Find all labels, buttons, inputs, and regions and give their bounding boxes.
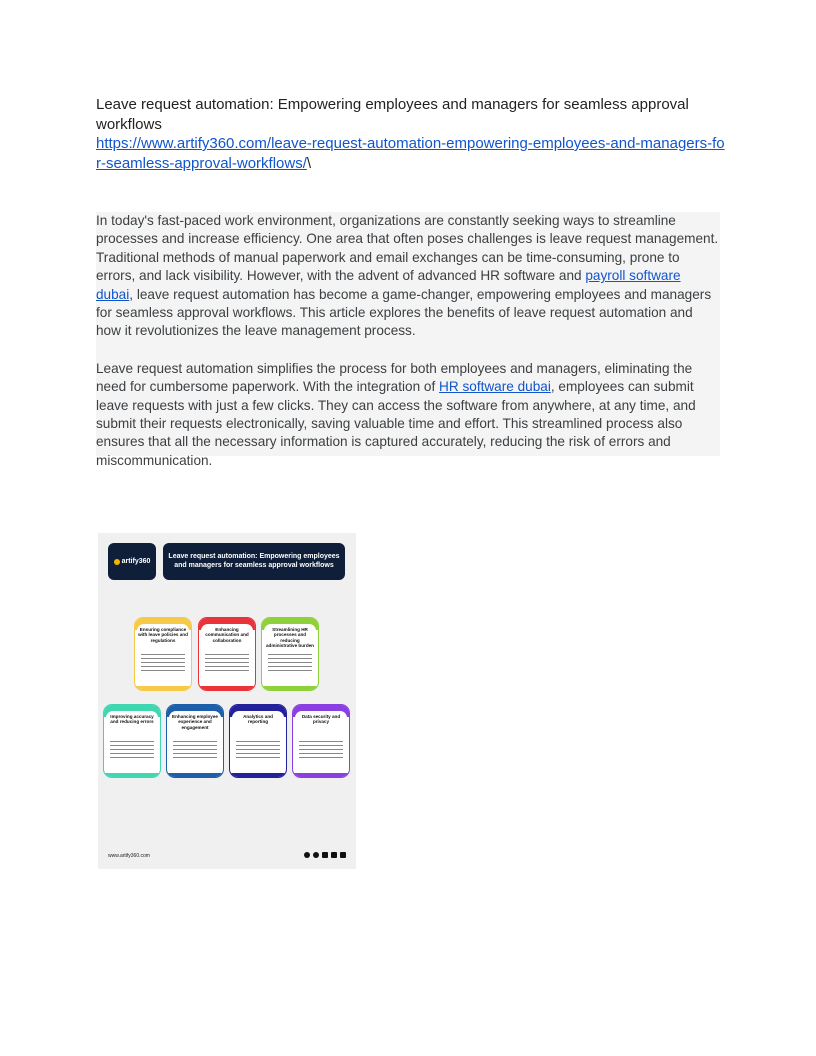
card-title: Improving accuracy and reducing errors [110, 714, 154, 725]
infographic-card [261, 617, 319, 691]
card-text-line [205, 666, 249, 667]
card-bottom-band [262, 686, 318, 690]
card-bottom-band [104, 773, 160, 777]
card-text-line [205, 658, 249, 659]
linkedin-icon [331, 852, 337, 858]
card-text-line [173, 749, 217, 750]
card-text-line [110, 757, 154, 758]
card-title: Enhancing employee experience and engagement [172, 714, 218, 730]
article-body [96, 212, 720, 468]
card-text-line [299, 745, 343, 746]
card-text-line [205, 670, 249, 671]
card-text-line [205, 654, 249, 655]
card-text-line [268, 670, 312, 671]
url-suffix: \ [306, 154, 312, 172]
social-icons [304, 852, 346, 858]
card-text-line [141, 658, 185, 659]
infographic-card [103, 704, 161, 778]
card-text-line [236, 749, 280, 750]
youtube-icon [340, 852, 346, 858]
card-text-line [299, 741, 343, 742]
article-paragraph-2 [96, 360, 720, 470]
card-text-line [236, 757, 280, 758]
card-text-line [141, 662, 185, 663]
card-text-line [173, 757, 217, 758]
card-text-line [173, 745, 217, 746]
card-text-line [299, 753, 343, 754]
instagram-icon [313, 852, 319, 858]
card-title: Enhancing communication and collaboration [205, 627, 249, 643]
card-text-line [236, 745, 280, 746]
infographic-card [229, 704, 287, 778]
card-text-line [268, 658, 312, 659]
card-bottom-band [293, 773, 349, 777]
infographic-title: Leave request automation: Empowering employees and managers for seamless approval workflows [163, 543, 345, 580]
card-text-line [141, 666, 185, 667]
card-text-line [299, 749, 343, 750]
payroll-software-link[interactable]: payroll software dubai [96, 268, 681, 302]
card-text-line [236, 753, 280, 754]
card-text-line [110, 749, 154, 750]
card-text-line [268, 666, 312, 667]
infographic-card [198, 617, 256, 691]
p2-text-a: Leave request automation simplifies the process for both employees and managers, eliminating the need for cumbersome paperwork. With the integration of [96, 360, 693, 395]
document-title: Leave request automation: Empowering employees and managers for seamless approval workflows [96, 96, 689, 133]
artify360-logo [108, 543, 156, 580]
card-text-line [299, 757, 343, 758]
twitter-icon [322, 852, 328, 858]
p1-text-b: , leave request automation has become a game-changer, empowering employees and managers for seamless approval workflows. This article explores the benefits of leave request automation and how it revolutionizes the leave management process. [96, 286, 712, 339]
card-title: Data security and privacy [301, 714, 341, 725]
article-url-link[interactable]: https://www.artify360.com/leave-request-automation-empowering-employees-and-managers-for-seamless-approval-workflows/ [96, 135, 725, 172]
infographic-card [166, 704, 224, 778]
card-text-line [141, 654, 185, 655]
card-bottom-band [199, 686, 255, 690]
card-title: Ensuring compliance with leave policies and regulations [138, 627, 188, 643]
article-paragraph-1 [96, 212, 720, 341]
infographic-image [98, 533, 356, 869]
card-text-line [141, 670, 185, 671]
card-text-line [236, 741, 280, 742]
p2-text-b: , employees can submit leave requests with just a few clicks. They can access the software from anywhere, at any time, and submit their requests electronically, saving valuable time and effort. This streamlined process also ensures that all the necessary information is captured accurately, reducing the risk of errors and miscommunication. [96, 379, 696, 468]
card-text-line [110, 753, 154, 754]
card-text-line [173, 753, 217, 754]
logo-mark-icon [114, 559, 120, 565]
card-title: Analytics and reporting [243, 714, 273, 725]
infographic-card [292, 704, 350, 778]
card-title: Streamlining HR processes and reducing administrative burden [266, 627, 314, 649]
infographic-footer-url: www.artify360.com [108, 853, 150, 859]
logo-text: artify360 [121, 558, 151, 565]
card-text-line [173, 741, 217, 742]
card-text-line [205, 662, 249, 663]
infographic-card [134, 617, 192, 691]
card-text-line [110, 741, 154, 742]
card-bottom-band [167, 773, 223, 777]
p1-text-a: In today's fast-paced work environment, organizations are constantly seeking ways to streamline processes and increase efficiency. One area that often poses challenges is leave request management. Traditional methods of manual paperwork and email exchanges can be time-consuming, prone to errors, and lack visibility. However, with the advent of advanced HR software and [96, 213, 719, 284]
card-text-line [110, 745, 154, 746]
card-text-line [268, 662, 312, 663]
card-bottom-band [230, 773, 286, 777]
hr-software-link[interactable]: HR software dubai [439, 379, 551, 395]
card-text-line [268, 654, 312, 655]
facebook-icon [304, 852, 310, 858]
card-bottom-band [135, 686, 191, 690]
document-url-line [96, 134, 726, 173]
